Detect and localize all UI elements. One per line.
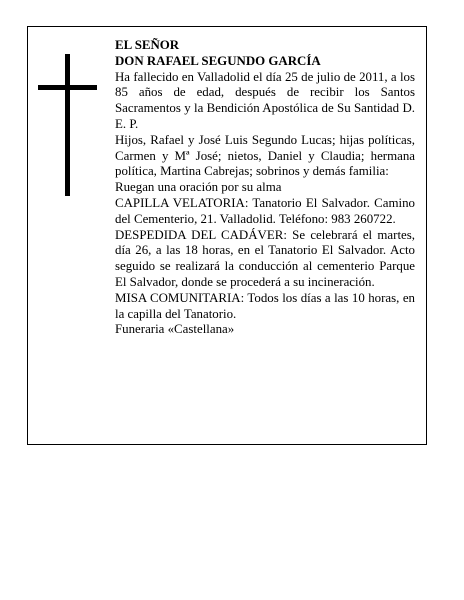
mass-info: MISA COMUNITARIA: Todos los días a las 10 horas, en la capilla del Tanatorio. [115,290,415,321]
family-list: Hijos, Rafael y José Luis Segundo Lucas; hijas políticas, Carmen y Mª José; nietos, Daniel y Claudia; hermana política, Martina Cabrejas; sobrinos y demás familia: [115,132,415,179]
deceased-name: DON RAFAEL SEGUNDO GARCÍA [115,53,321,68]
chapel-info: CAPILLA VELATORIA: Tanatorio El Salvador. Camino del Cementerio, 21. Valladolid. Teléfono: 983 260722. [115,195,415,226]
prayer-request: Ruegan una oración por su alma [115,180,282,195]
funeral-home: Funeraria «Castellana» [115,322,235,337]
death-announcement: Ha fallecido en Valladolid el día 25 de julio de 2011, a los 85 años de edad, después de recibir los Santos Sacramentos y la Bendición Apostólica de Su Santidad D. E. P. [115,69,415,131]
obituary-heading: EL SEÑOR [115,38,180,52]
farewell-info: DESPEDIDA DEL CADÁVER: Se celebrará el martes, día 26, a las 18 horas, en el Tanatorio El Salvador. Acto seguido se realizará la conducción al cementerio Parque El Salvador, donde se procederá a su incineración. [115,227,415,289]
obituary-text [115,38,415,338]
cross-icon [65,54,70,196]
cross-icon-crossbar [38,85,97,90]
